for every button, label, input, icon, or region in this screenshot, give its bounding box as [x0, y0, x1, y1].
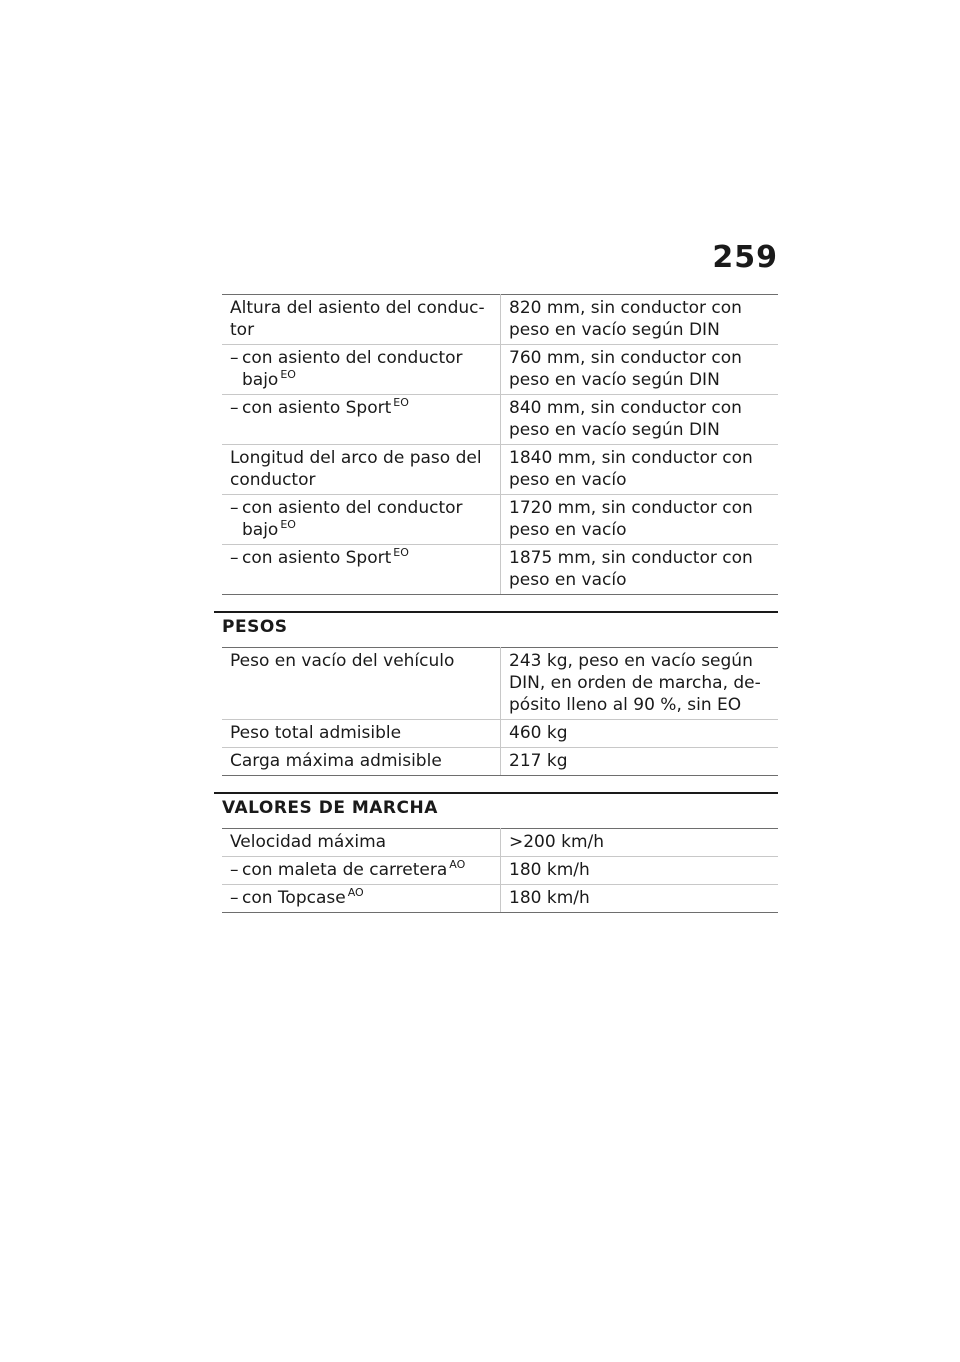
row-label: Peso total admisible [222, 720, 501, 748]
row-label: – con asiento del conductor bajo $^{EO}$ [222, 495, 501, 545]
row-label: – con asiento del conductor bajo $^{EO}$ [222, 345, 501, 395]
table-row [222, 829, 778, 857]
row-label: Peso en vacío del vehículo [222, 648, 501, 720]
table-row [222, 445, 778, 495]
row-label: – con asiento Sport $^{EO}$ [222, 545, 501, 595]
row-value: 180 km/h [501, 857, 779, 885]
dash-marker: – [230, 348, 239, 368]
dash-marker: – [230, 548, 239, 568]
row-value: 1840 mm, sin conductor con peso en vacío [501, 445, 779, 495]
section-title-weights: PESOS [214, 611, 778, 647]
document-content [222, 294, 778, 913]
section-title-driving: VALORES DE MARCHA [214, 792, 778, 828]
table-row [222, 395, 778, 445]
table-row [222, 345, 778, 395]
row-value: 1720 mm, sin conductor con peso en vacío [501, 495, 779, 545]
optional-equipment-mark: EO [280, 518, 296, 532]
optional-accessory-mark: AO [347, 886, 364, 900]
row-value: 840 mm, sin conductor con peso en vacío según DIN [501, 395, 779, 445]
dash-marker: – [230, 888, 239, 908]
row-label: Longitud del arco de paso del conductor [222, 445, 501, 495]
dash-marker: – [230, 498, 239, 518]
dash-marker: – [230, 398, 239, 418]
row-value: >200 km/h [501, 829, 779, 857]
seat-height-table [222, 294, 778, 595]
table-row [222, 545, 778, 595]
table-row [222, 720, 778, 748]
row-label: Carga máxima admisible [222, 748, 501, 776]
table-row [222, 885, 778, 913]
row-value: 180 km/h [501, 885, 779, 913]
table-row [222, 857, 778, 885]
row-value: 820 mm, sin conductor con peso en vacío según DIN [501, 295, 779, 345]
table-row [222, 748, 778, 776]
row-label: Velocidad máxima [222, 829, 501, 857]
row-value: 243 kg, peso en vacío según DIN, en orden de marcha, de- pósito lleno al 90 %, sin EO [501, 648, 779, 720]
row-value: 1875 mm, sin conductor con peso en vacío [501, 545, 779, 595]
table-row [222, 295, 778, 345]
row-label: Altura del asiento del conduc- tor [222, 295, 501, 345]
row-value: 460 kg [501, 720, 779, 748]
row-label: – con Topcase $^{AO}$ [222, 885, 501, 913]
row-label: – con asiento Sport $^{EO}$ [222, 395, 501, 445]
optional-equipment-mark: EO [393, 546, 409, 560]
row-value: 760 mm, sin conductor con peso en vacío según DIN [501, 345, 779, 395]
dash-marker: – [230, 860, 239, 880]
weights-table [222, 647, 778, 776]
page-number: 259 [712, 240, 778, 275]
optional-accessory-mark: AO [449, 858, 466, 872]
row-value: 217 kg [501, 748, 779, 776]
optional-equipment-mark: EO [393, 396, 409, 410]
table-row [222, 648, 778, 720]
row-label: – con maleta de carretera $^{AO}$ [222, 857, 501, 885]
table-row [222, 495, 778, 545]
optional-equipment-mark: EO [280, 368, 296, 382]
driving-values-table [222, 828, 778, 913]
